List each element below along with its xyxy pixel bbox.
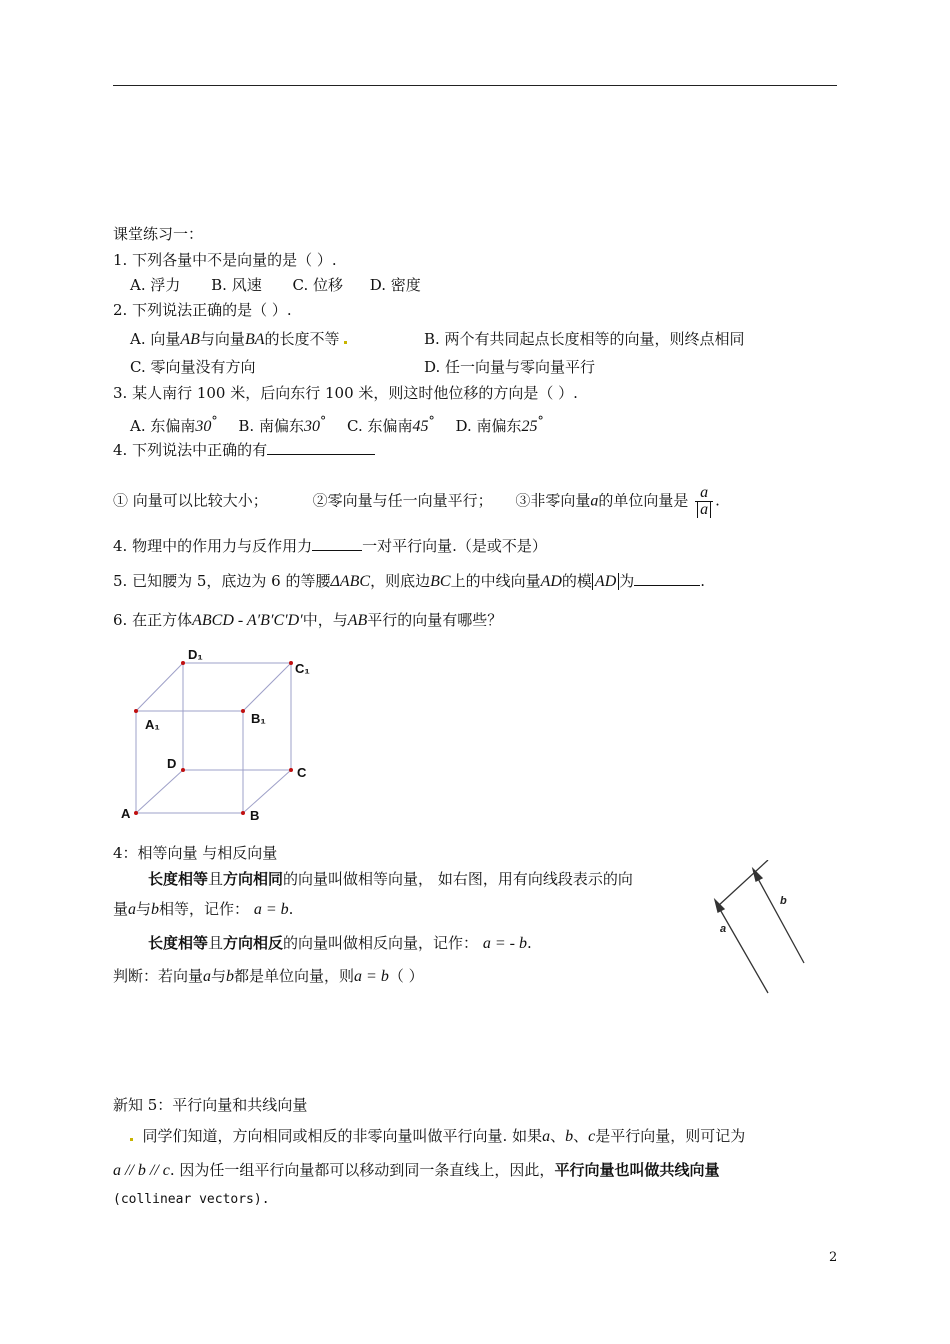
- q2-option-c: C. 零向量没有方向: [130, 358, 256, 376]
- vertex-c: [289, 768, 293, 772]
- question-4b: 4. 物理中的作用力与反作用力 一对平行向量.（是或不是）: [113, 537, 547, 555]
- vertex-a1: [134, 709, 138, 713]
- header-rule: [113, 85, 837, 86]
- question-1-stem: 1. 下列各量中不是向量的是（ ）.: [113, 251, 337, 269]
- vector-b-arrowhead: [753, 869, 762, 881]
- label-d1: D₁: [188, 647, 203, 662]
- vertex-c1: [289, 661, 293, 665]
- q1-option-b: B. 风速: [211, 276, 262, 294]
- q1-option-c: C. 位移: [292, 276, 343, 294]
- question-3-stem: 3. 某人南行 100 米，后向东行 100 米，则这时他位移的方向是（ ）.: [113, 384, 578, 402]
- section-5-title: 新知 5：平行向量和共线向量: [113, 1096, 308, 1114]
- collinear-vectors-term: (collinear vectors).: [113, 1192, 270, 1207]
- question-1-options: [130, 275, 421, 295]
- question-4-stem: 4. 下列说法中正确的有: [113, 440, 375, 460]
- vertex-b: [241, 811, 245, 815]
- answer-blank[interactable]: [634, 571, 700, 586]
- question-4-statements: ① 向量可以比较大小； ②零向量与任一向量平行； ③非零向量a的单位向量是 $\frac{a}{a}$ .: [113, 484, 720, 518]
- label-c: C: [297, 765, 307, 780]
- vertex-d1: [181, 661, 185, 665]
- label-a1: A₁: [145, 717, 160, 732]
- vertex-d: [181, 768, 185, 772]
- q1-option-d: D. 密度: [369, 276, 421, 294]
- vector-b-shaft: [756, 875, 804, 963]
- marker-dot: [130, 1138, 133, 1141]
- equal-vector-notation: 量a与b相等，记作： a = b.: [113, 900, 294, 918]
- q2-option-b: B. 两个有共同起点长度相等的向量，则终点相同: [424, 330, 745, 348]
- answer-blank[interactable]: [312, 536, 362, 551]
- label-d: D: [167, 756, 177, 771]
- question-6: 6. 在正方体ABCD - A′B′C′D′中，与AB平行的向量有哪些？: [113, 611, 503, 629]
- q2-option-d: D. 任一向量与零向量平行: [424, 358, 596, 376]
- question-5: 5. 已知腰为 5，底边为 6 的等腰ΔABC，则底边BC上的中线向量AD的模 AD 为 .: [113, 572, 706, 590]
- answer-blank[interactable]: [267, 440, 375, 455]
- opposite-vector-definition: 长度相等且方向相反的向量叫做相反向量，记作： a = - b.: [148, 934, 532, 952]
- parallel-vector-paragraph-2: a // b // c. 因为任一组平行向量都可以移动到同一条直线上，因此，平行向量也叫做共线向量: [113, 1161, 720, 1179]
- label-b1: B₁: [251, 711, 266, 726]
- unit-vector-fraction: $\frac{a}{a}$: [695, 485, 713, 518]
- question-3-options: A. 东偏南30° B. 南偏东30° C. 东偏南45° D. 南偏东25°: [130, 413, 544, 435]
- section-title: 课堂练习一：: [113, 225, 204, 243]
- vector-b-label: b: [780, 895, 787, 907]
- vector-figure: [700, 860, 825, 1000]
- edge-a1d1: [136, 663, 183, 711]
- edge-ad: [136, 770, 183, 813]
- equal-vector-definition: 长度相等且方向相同的向量叫做相等向量， 如右图，用有向线段表示的向: [148, 870, 633, 888]
- parallel-vector-paragraph-1: 同学们知道，方向相同或相反的非零向量叫做平行向量. 如果a、b、c是平行向量，则可记为: [130, 1126, 745, 1147]
- label-a: A: [121, 806, 131, 821]
- vector-a-label: a: [720, 923, 727, 935]
- edge-b1c1: [243, 663, 291, 711]
- cube-figure: [115, 643, 325, 828]
- q1-option-a: A. 浮力: [130, 276, 181, 294]
- vertex-a: [134, 811, 138, 815]
- edge-bc: [243, 770, 291, 813]
- label-b: B: [250, 808, 260, 823]
- label-c1: C₁: [295, 661, 310, 676]
- section-4-title: 4：相等向量 与相反向量: [113, 844, 278, 862]
- question-2-stem: 2. 下列说法正确的是（ ）.: [113, 301, 292, 319]
- q2-option-a: A. 向量AB与向量BA的长度不等: [130, 329, 347, 350]
- page-number: 2: [829, 1250, 838, 1265]
- vertex-b1: [241, 709, 245, 713]
- judge-question: 判断：若向量a与b都是单位向量，则a = b（ ）: [113, 967, 424, 985]
- marker-dot: [344, 341, 347, 344]
